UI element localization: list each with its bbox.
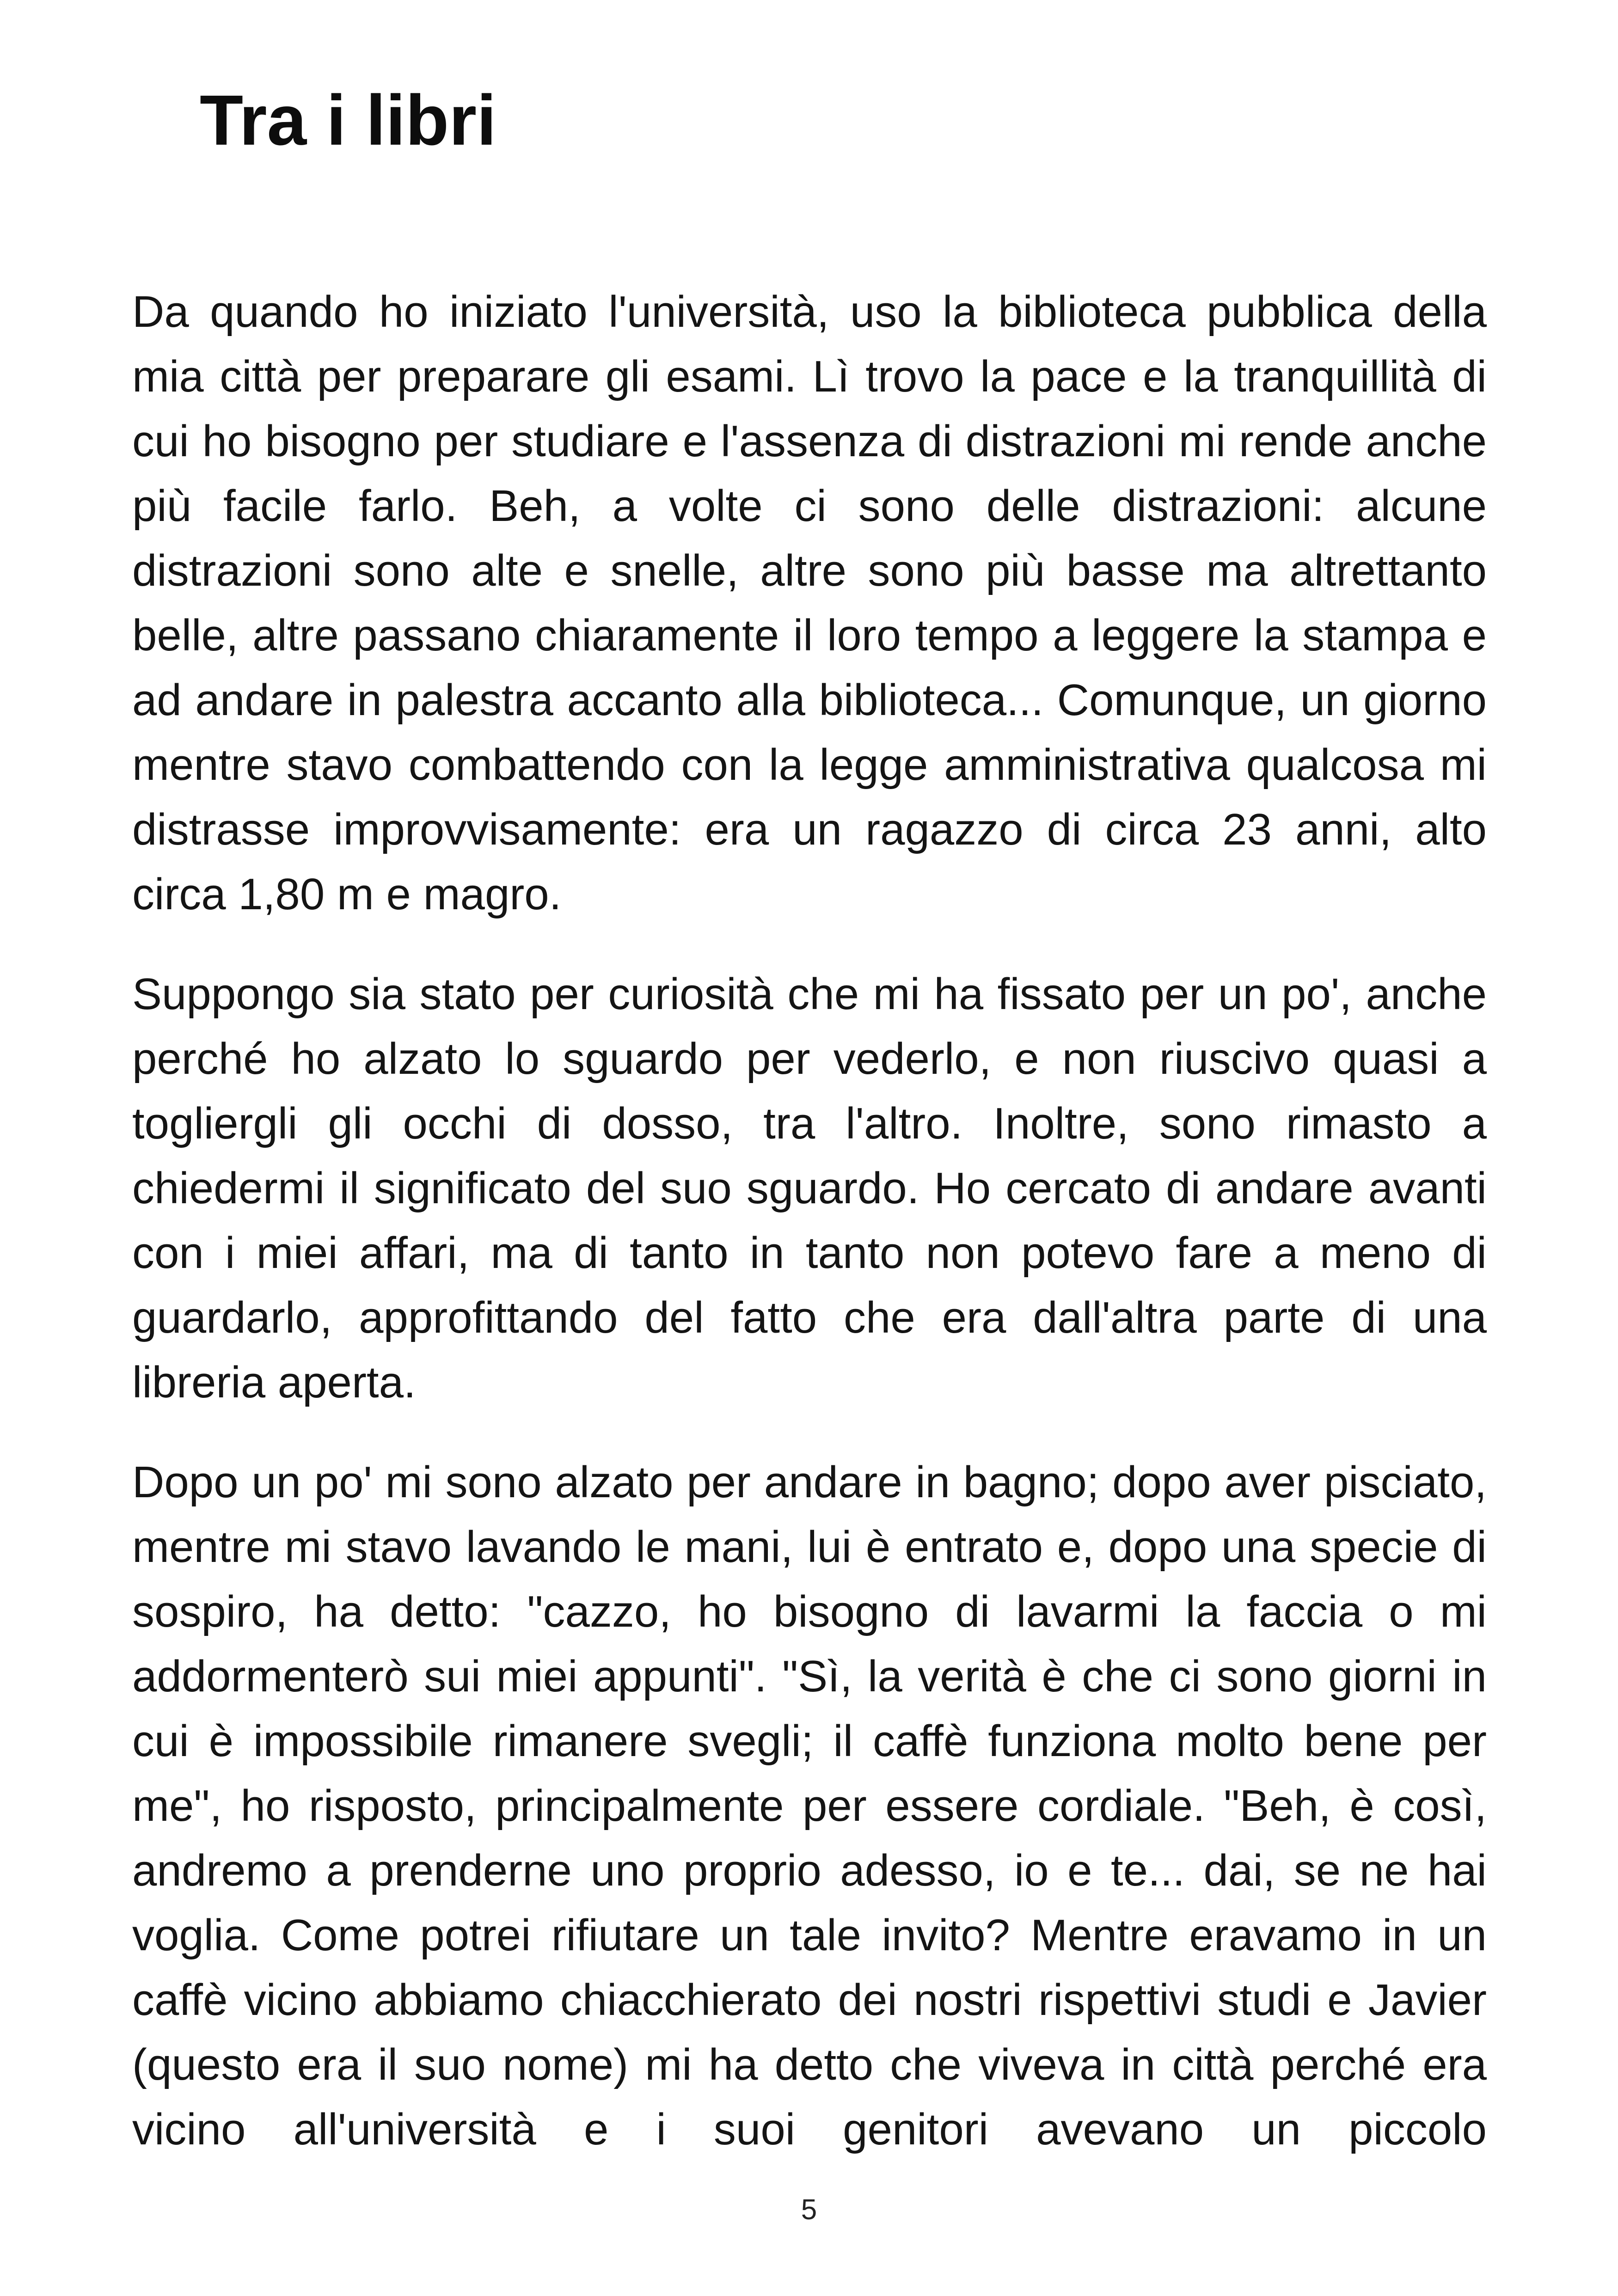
chapter-title: Tra i libri [200, 80, 496, 160]
paragraph-3: Dopo un po' mi sono alzato per andare in bagno; dopo aver pisciato, mentre mi stavo lavando le mani, lui è entrato e, dopo una specie di sospiro, ha detto: "cazzo, ho bisogno di lavarmi la faccia o mi addormenterò sui miei appunti". "Sì, la verità è che ci sono giorni in cui è impossibile rimanere svegli; il caffè funziona molto bene per me", ho risposto, principalmente per essere cordiale. "Beh, è così, andremo a prenderne uno proprio adesso, io e te... dai, se ne hai voglia. Come potrei rifiutare un tale invito? Mentre eravamo in un caffè vicino abbiamo chiacchierato dei nostri rispettivi studi e Javier (questo era il suo nome) mi ha detto che viveva in città perché era vicino all'università e i suoi genitori avevano un piccolo [132, 1457, 1487, 2154]
paragraph-1: Da quando ho iniziato l'università, uso la biblioteca pubblica della mia città per preparare gli esami. Lì trovo la pace e la tranquillità di cui ho bisogno per studiare e l'assenza di distrazioni mi rende anche più facile farlo. Beh, a volte ci sono delle distrazioni: alcune distrazioni sono alte e snelle, altre sono più basse ma altrettanto belle, altre passano chiaramente il loro tempo a leggere la stampa e ad andare in palestra accanto alla biblioteca... Comunque, un giorno mentre stavo combattendo con la legge amministrativa qualcosa mi distrasse improvvisamente: era un ragazzo di circa 23 anni, alto circa 1,80 m e magro. [132, 287, 1487, 919]
page-number: 5 [801, 2194, 817, 2226]
body-text [132, 280, 1487, 2197]
paragraph-2: Suppongo sia stato per curiosità che mi ha fissato per un po', anche perché ho alzato lo sguardo per vederlo, e non riuscivo quasi a togliergli gli occhi di dosso, tra l'altro. Inoltre, sono rimasto a chiedermi il significato del suo sguardo. Ho cercato di andare avanti con i miei affari, ma di tanto in tanto non potevo fare a meno di guardarlo, approfittando del fatto che era dall'altra parte di una libreria aperta. [132, 969, 1487, 1407]
